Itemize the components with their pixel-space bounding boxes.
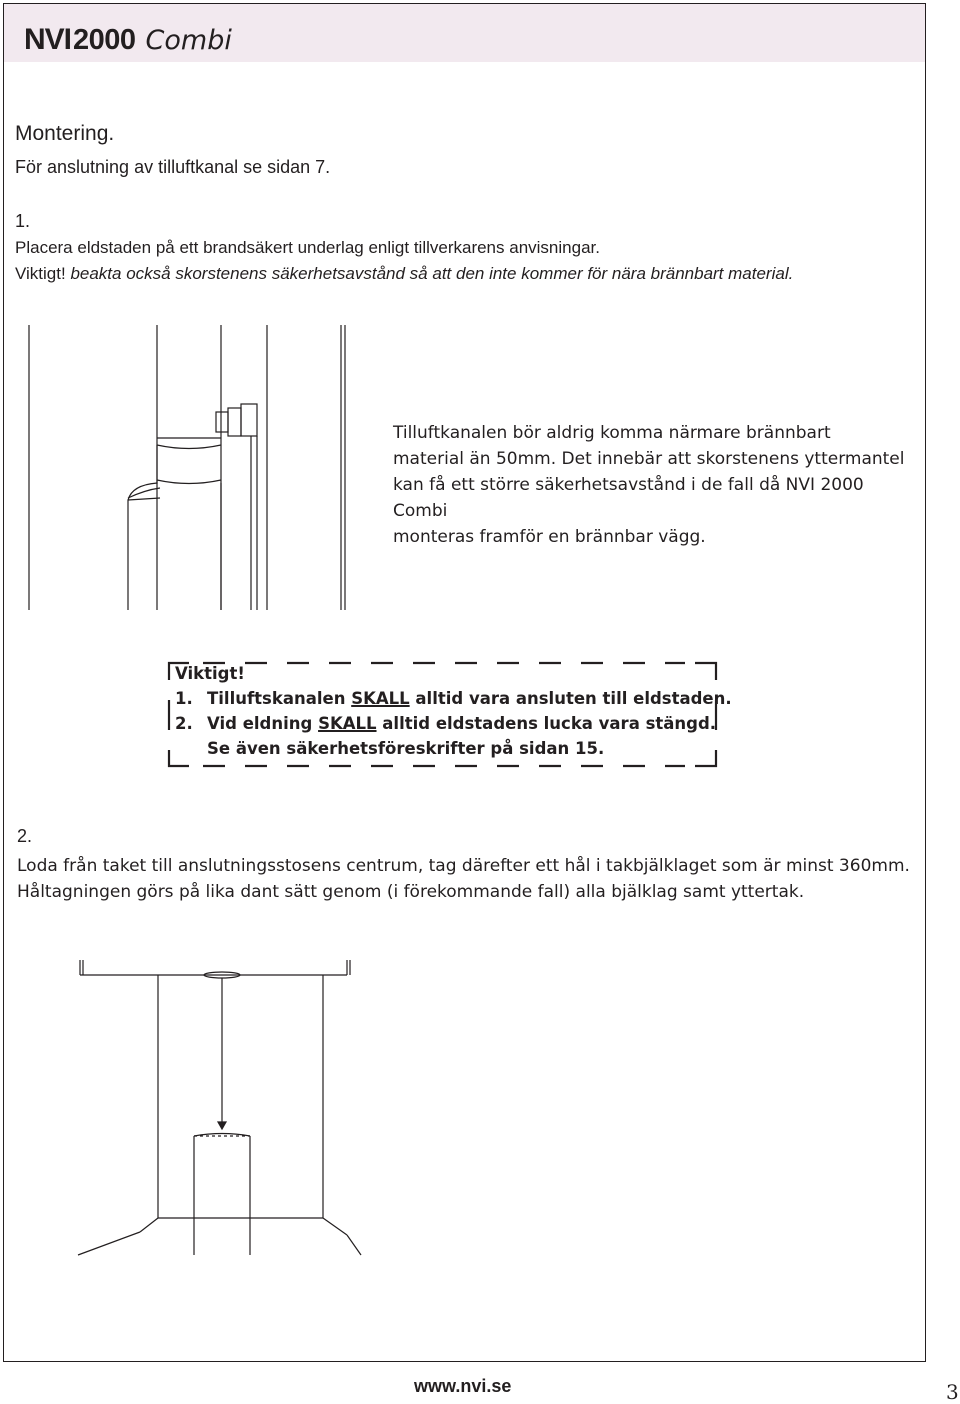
page-number: 3 (946, 1380, 959, 1404)
step2-number: 2. (17, 826, 33, 846)
warning-item-1 (175, 686, 732, 711)
logo-brand: NVI (24, 23, 72, 56)
warning-item-2-post: alltid eldstadens lucka vara stängd. (376, 714, 717, 733)
step1-caution-label: Viktigt! (15, 264, 66, 283)
warning-item-3-text: Se även säkerhetsföreskrifter på sidan 15. (207, 739, 605, 758)
step2-instruction-2: Håltagningen görs på lika dant sätt genom (i förekommande fall) alla bjälklag samt yttertak. (17, 882, 805, 902)
step1-number: 1. (15, 211, 31, 231)
clearance-note-line4: monteras framför en brännbar vägg. (393, 527, 706, 547)
step2-instruction-1: Loda från taket till anslutningsstosens centrum, tag därefter ett hål i takbjälklaget som är minst 360mm. (17, 856, 910, 876)
section-title: Montering. (15, 122, 115, 145)
warning-box (175, 661, 732, 761)
figure-chimney-wall (20, 320, 360, 615)
figure-plumb-line (78, 955, 363, 1260)
warning-item-3 (175, 736, 715, 761)
step1-caution-text: beakta också skorstenens säkerhetsavstånd så att den inte kommer för nära brännbart material. (65, 264, 794, 283)
step1-instruction: Placera eldstaden på ett brandsäkert underlag enligt tillverkarens anvisningar. (15, 238, 600, 257)
clearance-note (393, 420, 913, 550)
warning-item-2-emphasis: SKALL (318, 714, 377, 733)
footer-url[interactable]: www.nvi.se (414, 1376, 512, 1396)
warning-item-2 (175, 711, 715, 736)
section-reference: För anslutning av tilluftkanal se sidan 7. (15, 157, 331, 177)
logo-subtitle: Combi (145, 24, 232, 56)
warning-item-2-number: 2. (175, 714, 193, 733)
logo-model: 2000 (73, 23, 136, 56)
warning-item-1-post: alltid vara ansluten till eldstaden. (409, 689, 732, 708)
clearance-note-line2: material än 50mm. Det innebär att skorstenens yttermantel (393, 449, 905, 469)
warning-item-2-pre: Vid eldning (207, 714, 319, 733)
brand-logo (24, 22, 232, 58)
warning-item-1-emphasis: SKALL (351, 689, 410, 708)
clearance-note-line1: Tilluftkanalen bör aldrig komma närmare brännbart (393, 423, 831, 443)
warning-item-1-number: 1. (175, 689, 193, 708)
warning-item-1-pre: Tilluftskanalen (207, 689, 352, 708)
step1-caution (15, 264, 793, 284)
clearance-note-line3: kan få ett större säkerhetsavstånd i de fall då NVI 2000 Combi (393, 475, 864, 521)
warning-title: Viktigt! (175, 664, 245, 683)
